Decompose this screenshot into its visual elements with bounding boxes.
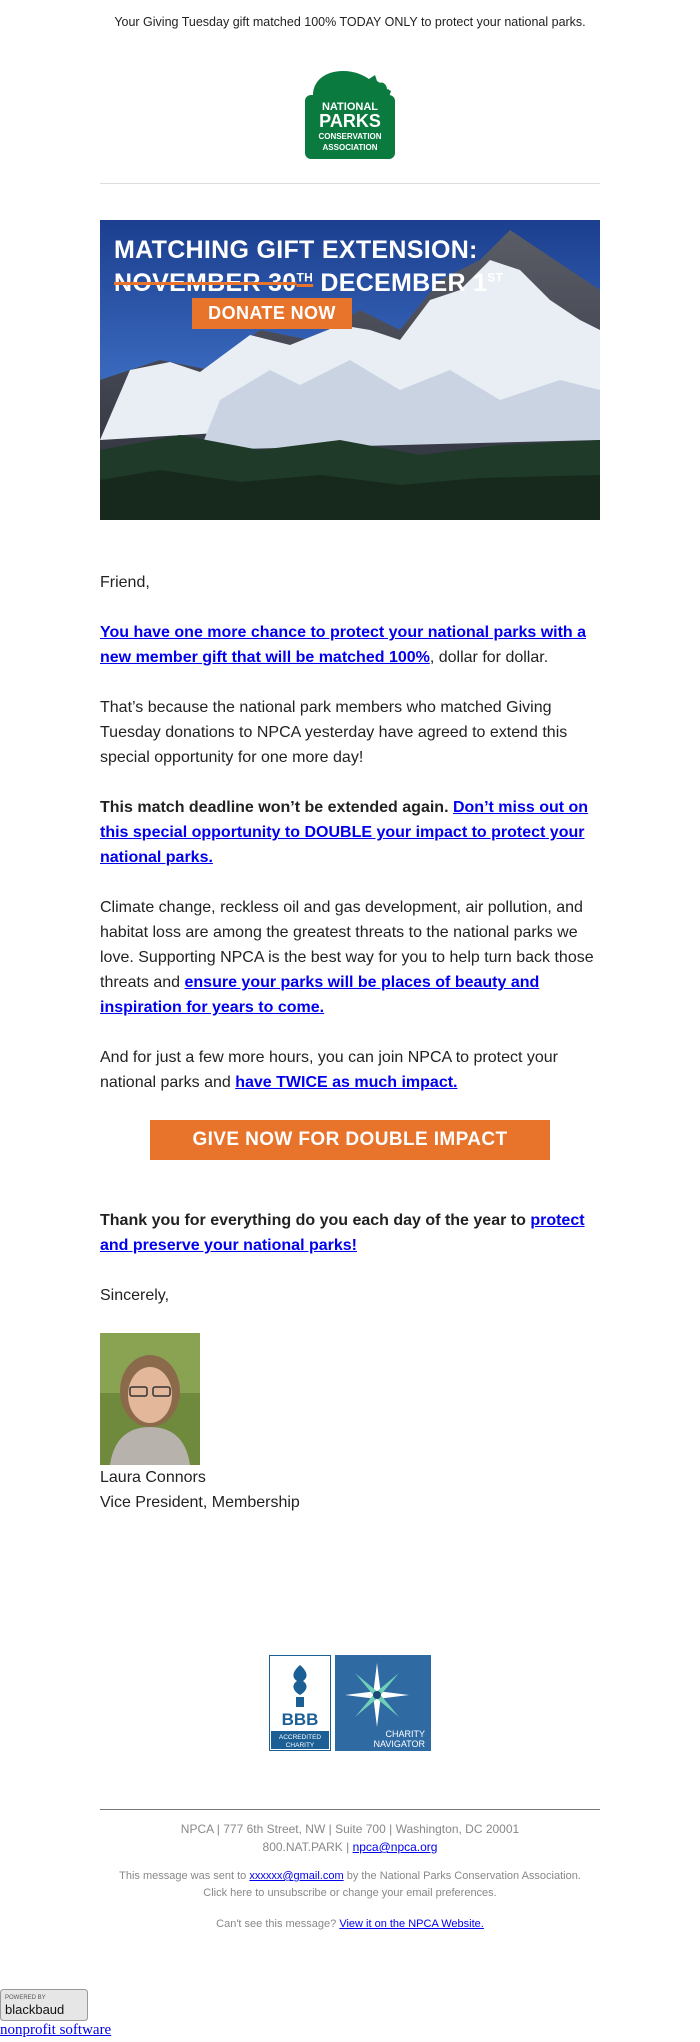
footer-address: NPCA | 777 6th Street, NW | Suite 700 | Washington, DC 20001 bbox=[180, 1822, 520, 1836]
sent-to-notice: This message was sent to xxxxxx@gmail.com by the National Parks Conservation Association. bbox=[119, 1870, 581, 1882]
logo-line1: NATIONAL bbox=[321, 101, 379, 113]
hero-banner[interactable] bbox=[100, 220, 600, 520]
logo-line2: PARKS bbox=[319, 111, 381, 131]
logo-line3: CONSERVATION bbox=[318, 132, 382, 141]
paragraph-2: That’s because the national park members who matched Giving Tuesday donations to NPCA yesterday have agreed to extend this special opportunity for one more day! bbox=[100, 699, 568, 766]
email-body bbox=[100, 570, 600, 1515]
paragraph-6: Thank you for everything do you each day of the year to protect and preserve your national parks! bbox=[100, 1212, 585, 1254]
trust-badges bbox=[0, 1655, 700, 1753]
paragraph-3: This match deadline won’t be extended again. Don’t miss out on this special opportunity to DOUBLE your impact to protect your national parks. bbox=[100, 799, 589, 866]
svg-text:CHARITY: CHARITY bbox=[385, 1729, 426, 1739]
protect-preserve-link[interactable]: protect and preserve your national parks! bbox=[100, 1212, 585, 1254]
ensure-parks-link[interactable]: ensure your parks will be places of beauty and inspiration for years to come. bbox=[100, 974, 540, 1016]
double-impact-link[interactable]: Don’t miss out on this special opportunity to DOUBLE your impact to protect your national parks. bbox=[100, 799, 589, 866]
cta-container bbox=[100, 1120, 600, 1160]
compass-star-icon bbox=[335, 1655, 431, 1751]
portrait-image bbox=[100, 1333, 200, 1465]
svg-text:ACCREDITED: ACCREDITED bbox=[278, 1734, 321, 1741]
signoff: Sincerely, bbox=[100, 1287, 170, 1304]
svg-text:blackbaud: blackbaud bbox=[5, 2002, 65, 2017]
bbb-text: BBB bbox=[281, 1710, 319, 1729]
bear-icon bbox=[303, 63, 397, 159]
give-now-button[interactable]: GIVE NOW FOR DOUBLE IMPACT bbox=[150, 1120, 550, 1160]
greeting: Friend, bbox=[100, 574, 150, 591]
hero-title-line2 bbox=[114, 264, 503, 297]
bbb-torch-icon bbox=[269, 1655, 331, 1751]
old-date: NOVEMBER 30TH bbox=[114, 269, 314, 298]
signature-title: Vice President, Membership bbox=[100, 1494, 300, 1511]
npca-logo[interactable] bbox=[303, 63, 397, 159]
nonprofit-software-link[interactable]: nonprofit software bbox=[0, 2022, 112, 2038]
view-website-link[interactable]: View it on the NPCA Website. bbox=[339, 1918, 484, 1930]
blackbaud-badge[interactable] bbox=[0, 1989, 88, 2021]
signature-name: Laura Connors bbox=[100, 1469, 206, 1486]
blackbaud-logo bbox=[0, 1989, 88, 2021]
footer-contact: 800.NAT.PARK | npca@npca.org bbox=[262, 1840, 438, 1854]
paragraph-4: Climate change, reckless oil and gas development, air pollution, and habitat loss are among the greatest threats to the national parks we love. Supporting NPCA is the best way for you to help turn back those threats and ensure your parks will be places of beauty and inspiration for years to come. bbox=[100, 899, 594, 1016]
top-divider bbox=[100, 183, 600, 184]
paragraph-5: And for just a few more hours, you can join NPCA to protect your national parks and have TWICE as much impact. bbox=[100, 1049, 558, 1091]
twice-impact-link[interactable]: have TWICE as much impact. bbox=[235, 1074, 458, 1091]
svg-text:CHARITY: CHARITY bbox=[285, 1742, 315, 1749]
preheader-text: Your Giving Tuesday gift matched 100% TODAY ONLY to protect your national parks. bbox=[114, 15, 586, 29]
hero-title bbox=[114, 236, 503, 297]
footer bbox=[0, 1820, 700, 1933]
charity-navigator-badge[interactable] bbox=[335, 1655, 431, 1751]
footer-divider bbox=[100, 1809, 600, 1810]
logo-line4: ASSOCIATION bbox=[322, 143, 378, 152]
svg-text:NAVIGATOR: NAVIGATOR bbox=[373, 1739, 426, 1749]
svg-text:POWERED BY: POWERED BY bbox=[5, 1995, 46, 2001]
nonprofit-software-container bbox=[0, 2022, 111, 2039]
npca-email-link[interactable]: npca@npca.org bbox=[352, 1840, 438, 1854]
new-member-gift-link[interactable]: You have one more chance to protect your national parks with a new member gift that will be matched 100% bbox=[100, 624, 587, 666]
bbb-badge[interactable] bbox=[269, 1655, 331, 1751]
donate-now-button[interactable]: DONATE NOW bbox=[192, 298, 352, 329]
hero-title-line1: MATCHING GIFT EXTENSION: bbox=[114, 236, 478, 264]
signature-photo bbox=[100, 1333, 200, 1465]
unsubscribe-link[interactable]: Click here to unsubscribe or change your email preferences. bbox=[203, 1887, 497, 1899]
new-date: DECEMBER 1ST bbox=[320, 269, 504, 298]
view-online-line: Can't see this message? View it on the NPCA Website. bbox=[216, 1918, 484, 1930]
paragraph-1: You have one more chance to protect your national parks with a new member gift that will be matched 100%, dollar for dollar. bbox=[100, 624, 587, 666]
logo-container bbox=[0, 63, 700, 163]
recipient-email-link[interactable]: xxxxxx@gmail.com bbox=[249, 1870, 344, 1882]
